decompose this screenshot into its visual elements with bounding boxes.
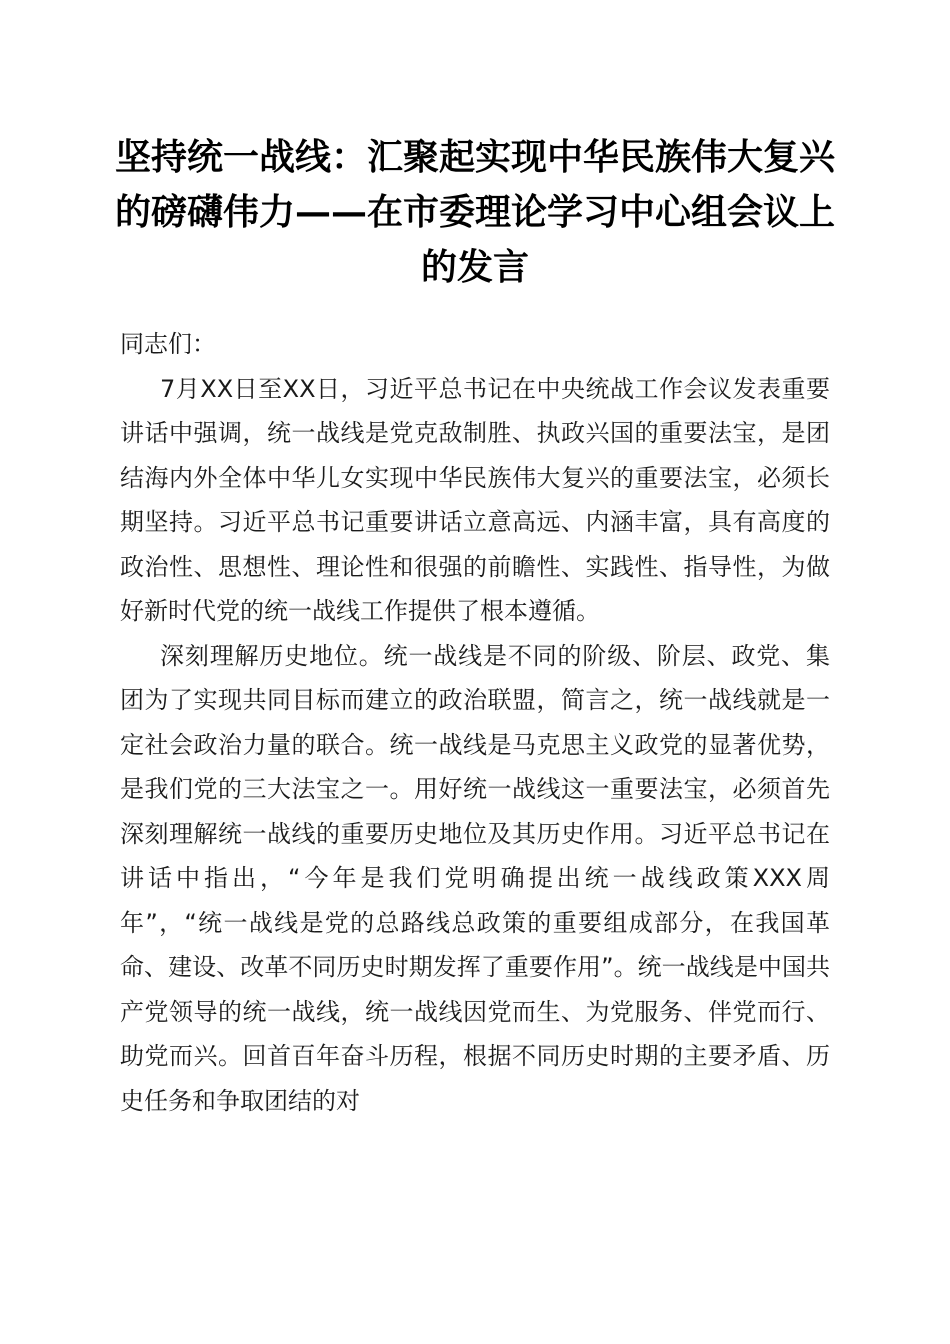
paragraph-2: 深刻理解历史地位。统一战线是不同的阶级、阶层、政党、集团为了实现共同目标而建立的政治联盟，简言之，统一战线就是一定社会政治力量的联合。统一战线是马克思主义政党的显著优势，是我们党的三大法宝之一。用好统一战线这一重要法宝，必须首先深刻理解统一战线的重要历史地位及其历史作用。习近平总书记在讲话中指出，“今年是我们党明确提出统一战线政策XXX周年”，“统一战线是党的总路线总政策的重要组成部分，在我国革命、建设、改革不同历史时期发挥了重要作用”。统一战线是中国共产党领导的统一战线，统一战线因党而生、为党服务、伴党而行、助党而兴。回首百年奋斗历程，根据不同历史时期的主要矛盾、历史任务和争取团结的对 [120,641,830,1115]
salutation: 同志们： [120,330,216,358]
title-line-3: 的发言 [420,246,529,288]
title-line-1: 坚持统一战线：汇聚起实现中华民族伟大复兴 [114,136,835,178]
paragraph-1: 7月XX日至XX日，习近平总书记在中央统战工作会议发表重要讲话中强调，统一战线是党克敌制胜、执政兴国的重要法宝，是团结海内外全体中华儿女实现中华民族伟大复兴的重要法宝，必须长期坚持。习近平总书记重要讲话立意高远、内涵丰富，具有高度的政治性、思想性、理论性和很强的前瞻性、实践性、指导性，为做好新时代党的统一战线工作提供了根本遵循。 [120,374,830,625]
document-body [120,322,830,1123]
title-line-2: 的磅礴伟力——在市委理论学习中心组会议上 [114,191,835,233]
document-title [110,130,840,295]
